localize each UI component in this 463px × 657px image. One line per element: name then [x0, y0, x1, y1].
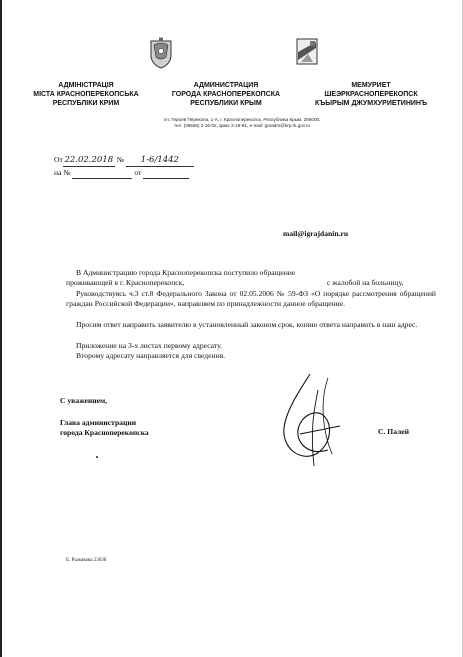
- handwritten-signature-icon: [270, 370, 350, 472]
- recipient-email: mail@igrajdanin.ru: [283, 229, 349, 238]
- header-center-line: АДМИНИСТРАЦИЯ: [193, 82, 259, 89]
- header-right-line: КЪЫРЫМ ДЖУМХУРИЕТИНИНЪ: [314, 100, 428, 107]
- signer-title-line-2: города Красноперекопска: [60, 427, 149, 437]
- body-paragraph-1-line-2: [66, 278, 436, 288]
- header-right-line: МЕМУРИЕТ: [351, 82, 391, 89]
- reference-date-blank: [143, 168, 189, 179]
- closing-regards: С уважением,: [60, 396, 108, 405]
- outgoing-date: 22.02.2018: [64, 155, 114, 165]
- reference-number-line: [54, 168, 254, 179]
- reference-from: от: [134, 168, 142, 177]
- body-paragraph-2: Руководствуясь ч.3 ст.8 Федерального Закона от 02.05.2006 № 59-ФЗ «О порядке рассмотрения обращений граждан Российской Федерации», направляем по принадлежности данное обращение.: [66, 289, 436, 308]
- body-paragraph-4: Приложение на 3-х листах первому адресату.: [76, 341, 223, 350]
- executor-note: Е. Рыжакова 23638: [66, 558, 107, 563]
- header-left-line: РЕСПУБЛІКИ КРИМ: [52, 100, 120, 107]
- header-right-line: ШЕЭРКРАСНОПЕРЕКОПСК: [324, 91, 418, 98]
- address-line-2: тел. (06565) 2-16-02, факс 2-18-91, e-mail: goradm@krp.rk.gov.ru: [173, 123, 311, 128]
- outgoing-prefix: От: [54, 155, 63, 164]
- body-paragraph-3: Просим ответ направить заявителю в установленный законом срок, копию ответа направить в наш адрес.: [76, 320, 418, 329]
- city-emblem-icon: [296, 38, 318, 65]
- body-paragraph-1-line-1: [66, 268, 446, 278]
- header-center-line: ГОРОДА КРАСНОПЕРЕКОПСКА: [171, 91, 281, 98]
- body-p1a: В Администрацию города Красноперекопска поступило обращение: [76, 268, 296, 277]
- outgoing-number-line: [54, 155, 254, 167]
- signer-title-line-1: Глава администрации: [60, 418, 137, 427]
- header-left-block: [30, 81, 142, 108]
- ink-dot: [96, 456, 98, 458]
- header-center-block: [166, 81, 286, 108]
- address-block: [112, 117, 372, 129]
- body-paragraph-5: Второму адресату направляется для сведения.: [76, 351, 226, 360]
- body-p1b: проживающей в г. Красноперекопск,: [66, 278, 185, 287]
- outgoing-number: 1-6/1442: [126, 156, 194, 167]
- reference-number-blank: [72, 168, 132, 179]
- header-center-line: РЕСПУБЛИКИ КРЫМ: [190, 100, 262, 107]
- body-p1c: с жалобой на больницу,: [327, 278, 404, 287]
- outgoing-num-sign: №: [116, 155, 124, 164]
- header-left-line: АДМІНІСТРАЦІЯ: [58, 82, 114, 89]
- crimea-coat-of-arms-icon: [148, 37, 174, 69]
- signer-name: С. Палей: [378, 427, 410, 436]
- header-right-block: [306, 81, 436, 108]
- reference-prefix: на №: [54, 168, 71, 177]
- address-line-1: пл. Героев Перекопа, 1-А, г. Красноперекопск, Республика Крым, 296000,: [163, 117, 321, 122]
- header-left-line: МІСТА КРАСНОПЕРЕКОПСЬКА: [33, 91, 139, 98]
- signer-title: [60, 418, 220, 437]
